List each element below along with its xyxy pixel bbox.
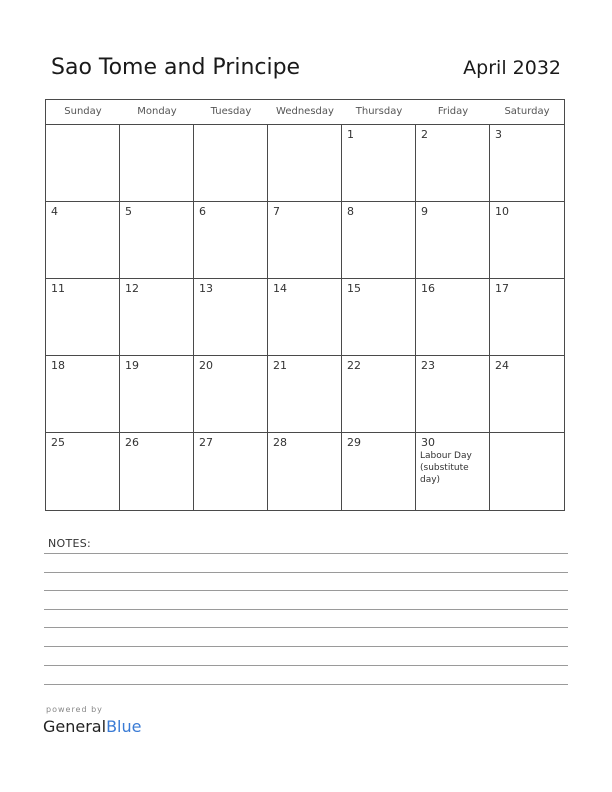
day-cell xyxy=(268,433,342,510)
day-number: 7 xyxy=(273,205,280,218)
powered-by-text: powered by xyxy=(46,705,103,714)
note-line xyxy=(44,627,568,628)
day-cell xyxy=(120,279,194,356)
day-cell xyxy=(46,433,120,510)
day-number: 2 xyxy=(421,128,428,141)
day-cell xyxy=(46,125,120,202)
day-cell xyxy=(194,356,268,433)
weekday-sunday: Sunday xyxy=(64,106,102,117)
day-number: 24 xyxy=(495,359,509,372)
day-number: 20 xyxy=(199,359,213,372)
day-number: 29 xyxy=(347,436,361,449)
note-line xyxy=(44,609,568,610)
day-cell xyxy=(416,202,490,279)
notes-label: NOTES: xyxy=(48,537,92,550)
day-cell xyxy=(268,279,342,356)
day-cell xyxy=(342,202,416,279)
day-cell xyxy=(120,356,194,433)
day-cell xyxy=(342,279,416,356)
day-number: 8 xyxy=(347,205,354,218)
day-cell xyxy=(490,356,564,433)
day-number: 16 xyxy=(421,282,435,295)
day-cell xyxy=(46,356,120,433)
day-cell xyxy=(120,125,194,202)
note-line xyxy=(44,572,568,573)
day-cell xyxy=(268,202,342,279)
day-number: 12 xyxy=(125,282,139,295)
country-title: Sao Tome and Principe xyxy=(51,55,301,80)
day-cell xyxy=(416,279,490,356)
day-cell xyxy=(416,125,490,202)
day-number: 9 xyxy=(421,205,428,218)
day-number: 26 xyxy=(125,436,139,449)
day-number: 30 xyxy=(421,436,435,449)
day-cell xyxy=(490,279,564,356)
day-cell xyxy=(46,202,120,279)
weekday-wednesday: Wednesday xyxy=(276,106,334,117)
day-number: 18 xyxy=(51,359,65,372)
weekday-friday: Friday xyxy=(437,106,469,117)
day-number: 22 xyxy=(347,359,361,372)
day-number: 1 xyxy=(347,128,354,141)
day-cell xyxy=(416,356,490,433)
day-number: 3 xyxy=(495,128,502,141)
weekday-monday: Monday xyxy=(137,106,177,117)
day-cell xyxy=(342,125,416,202)
note-line xyxy=(44,553,568,554)
day-cell xyxy=(120,202,194,279)
month-year-title: April 2032 xyxy=(463,57,561,79)
day-number: 19 xyxy=(125,359,139,372)
day-cell xyxy=(490,202,564,279)
day-cell xyxy=(194,433,268,510)
calendar-grid xyxy=(45,99,565,511)
day-cell xyxy=(46,279,120,356)
day-cell xyxy=(342,356,416,433)
day-number: 13 xyxy=(199,282,213,295)
day-cell xyxy=(194,279,268,356)
note-line xyxy=(44,646,568,647)
day-cell xyxy=(490,433,564,510)
generalblue-logo xyxy=(43,717,141,736)
note-line xyxy=(44,665,568,666)
day-number: 17 xyxy=(495,282,509,295)
day-number: 4 xyxy=(51,205,58,218)
day-number: 11 xyxy=(51,282,65,295)
day-number: 6 xyxy=(199,205,206,218)
day-cell xyxy=(194,125,268,202)
day-number: 15 xyxy=(347,282,361,295)
day-number: 14 xyxy=(273,282,287,295)
weekday-tuesday: Tuesday xyxy=(210,106,252,117)
day-number: 10 xyxy=(495,205,509,218)
day-cell xyxy=(490,125,564,202)
note-line xyxy=(44,684,568,685)
day-number: 23 xyxy=(421,359,435,372)
day-cell xyxy=(268,125,342,202)
day-number: 27 xyxy=(199,436,213,449)
holiday-label: Labour Day (substitute day) xyxy=(420,451,472,485)
weekday-header-row xyxy=(46,100,564,125)
day-number: 21 xyxy=(273,359,287,372)
brand-general-text: General xyxy=(43,717,107,736)
day-number: 25 xyxy=(51,436,65,449)
weekday-saturday: Saturday xyxy=(504,106,550,117)
note-line xyxy=(44,590,568,591)
day-cell xyxy=(268,356,342,433)
day-number: 28 xyxy=(273,436,287,449)
brand-blue-text: Blue xyxy=(106,717,142,736)
day-cell xyxy=(342,433,416,510)
day-cell xyxy=(416,433,490,510)
day-cell xyxy=(194,202,268,279)
day-cell xyxy=(120,433,194,510)
day-number: 5 xyxy=(125,205,132,218)
weekday-thursday: Thursday xyxy=(355,106,403,117)
